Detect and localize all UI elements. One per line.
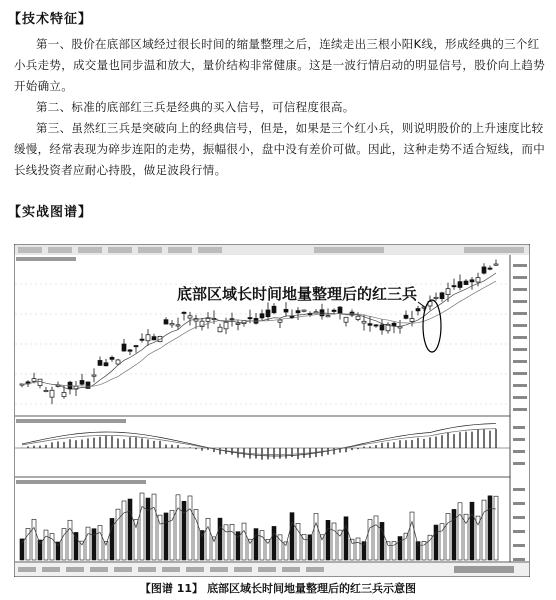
- status-field: [282, 567, 300, 572]
- candle-body: [110, 357, 114, 359]
- candle-body: [140, 339, 144, 340]
- status-field: [454, 566, 514, 573]
- candle-body: [218, 327, 222, 332]
- volume-bar: [272, 526, 276, 560]
- volume-bar: [188, 496, 192, 560]
- candle-body: [32, 379, 36, 382]
- status-field: [234, 567, 252, 572]
- candle-body: [80, 380, 84, 384]
- axis-tick-label: [513, 544, 525, 547]
- status-field: [306, 567, 324, 572]
- axis-tick-label: [513, 348, 527, 351]
- section-title-chart: 【实战图谱】: [8, 205, 93, 220]
- volume-bar: [266, 539, 270, 560]
- candle-body: [236, 323, 240, 324]
- volume-bar: [152, 494, 156, 560]
- axis-tick-label: [513, 396, 527, 399]
- volume-bar: [20, 539, 24, 560]
- status-field: [210, 567, 228, 572]
- candle-body: [248, 318, 252, 319]
- volume-bar: [248, 539, 252, 560]
- axis-tick-label: [513, 312, 527, 315]
- volume-bar: [368, 520, 372, 560]
- candle-body: [434, 297, 438, 298]
- volume-header: [16, 480, 146, 484]
- axis-tick-label: [513, 488, 525, 491]
- axis-tick-label: [513, 426, 525, 429]
- axis-tick-label: [513, 462, 525, 465]
- volume-bar: [164, 513, 168, 560]
- candle-body: [290, 316, 294, 317]
- volume-bar: [158, 515, 162, 560]
- paragraph-3: 第三、虽然红三兵是突破向上的经典信号，但是，如果是三个红小兵，则说明股价的上升速度比较缓慢，经常表现为碎步连阳的走势，振幅很小，盘中没有差价可做。因此，这种走势不适合短线，而中长线投资者应耐心持股，做足波段行情。: [14, 121, 545, 177]
- volume-bar: [320, 535, 324, 560]
- candle-body: [362, 321, 366, 323]
- toolbar-button: [108, 247, 132, 253]
- volume-bar: [128, 499, 132, 560]
- candle-body: [128, 350, 132, 351]
- volume-bar: [446, 513, 450, 560]
- candle-body: [302, 310, 306, 311]
- candle-body: [440, 293, 444, 299]
- volume-bar: [74, 532, 78, 560]
- macd-header: [16, 419, 126, 423]
- candle-body: [278, 320, 282, 322]
- volume-bar: [332, 523, 336, 560]
- paragraph-1: 第一、股价在底部区域经过很长时间的缩量整理之后，连续走出三根小阳K线，形成经典的三个红小兵走势，成交量也同步温和放大，量价结构非常健康。这是一波行情启动的明显信号，股价向上趋势开始确立。: [14, 37, 545, 93]
- candle-body: [482, 267, 486, 273]
- axis-tick-label: [513, 384, 527, 387]
- status-field: [138, 567, 156, 572]
- volume-bar: [206, 518, 210, 560]
- volume-bar: [452, 509, 456, 560]
- axis-tick-label: [513, 372, 527, 375]
- toolbar-button: [138, 247, 162, 253]
- candle-body: [266, 310, 270, 317]
- volume-bar: [224, 525, 228, 560]
- volume-bar: [50, 533, 54, 560]
- candle-body: [296, 311, 300, 313]
- candle-body: [176, 325, 180, 326]
- candle-body: [146, 335, 150, 341]
- toolbar-button: [78, 247, 102, 253]
- status-field: [18, 567, 36, 572]
- candle-body: [122, 344, 126, 351]
- volume-bar: [398, 537, 402, 560]
- axis-tick-label: [513, 288, 527, 291]
- candle-body: [392, 323, 396, 326]
- candle-body: [170, 324, 174, 325]
- volume-bar: [98, 526, 102, 560]
- candle-body: [272, 306, 276, 313]
- candle-body: [116, 360, 120, 364]
- status-field: [186, 567, 204, 572]
- candle-body: [98, 360, 102, 365]
- candle-body: [62, 392, 66, 396]
- volume-bar: [302, 535, 306, 560]
- status-field: [162, 567, 180, 572]
- status-field: [258, 567, 276, 572]
- volume-bar: [242, 523, 246, 560]
- volume-bar: [434, 525, 438, 560]
- volume-bar: [212, 537, 216, 560]
- chart-annotation: 底部区域长时间地量整理后的红三兵: [177, 285, 418, 303]
- candle-body: [446, 289, 450, 295]
- axis-tick-label: [513, 324, 527, 327]
- volume-bar: [254, 529, 258, 560]
- volume-bar: [122, 501, 126, 560]
- volume-bar: [32, 519, 36, 560]
- candle-body: [458, 282, 462, 288]
- toolbar-button: [18, 247, 42, 253]
- volume-bar: [356, 538, 360, 560]
- candle-body: [206, 318, 210, 321]
- status-field: [66, 567, 84, 572]
- candle-body: [374, 325, 378, 326]
- candle-body: [224, 322, 228, 329]
- candle-body: [92, 375, 96, 376]
- volume-bar: [80, 541, 84, 560]
- candle-body: [416, 309, 420, 311]
- volume-bar: [470, 502, 474, 560]
- volume-bar: [176, 495, 180, 560]
- figure-number: 【图谱 11】: [139, 582, 204, 595]
- volume-bar: [428, 535, 432, 560]
- volume-bar: [326, 520, 330, 560]
- toolbar-button: [48, 247, 72, 253]
- candle-body: [410, 319, 414, 322]
- candle-body: [326, 316, 330, 317]
- volume-bar: [458, 503, 462, 560]
- volume-bar: [380, 522, 384, 560]
- volume-bar: [218, 518, 222, 560]
- axis-tick-label: [513, 408, 527, 411]
- volume-bar: [404, 533, 408, 560]
- volume-bar: [68, 520, 72, 560]
- candle-body: [332, 310, 336, 311]
- stock-chart: [14, 244, 530, 577]
- volume-bar: [314, 514, 318, 560]
- candle-body: [380, 325, 384, 330]
- volume-bar: [374, 516, 378, 560]
- volume-bar: [200, 530, 204, 560]
- candle-body: [488, 268, 492, 269]
- candle-body: [494, 264, 498, 265]
- axis-tick-label: [513, 336, 527, 339]
- candle-body: [404, 315, 408, 318]
- volume-bar: [290, 513, 294, 560]
- volume-bar: [140, 493, 144, 560]
- candle-body: [368, 324, 372, 326]
- volume-bar: [344, 517, 348, 560]
- volume-bar: [230, 524, 234, 560]
- candle-body: [104, 363, 108, 366]
- candle-body: [182, 312, 186, 313]
- candle-body: [464, 281, 468, 285]
- volume-bar: [410, 512, 414, 560]
- volume-bar: [146, 498, 150, 560]
- axis-tick-label: [513, 558, 525, 561]
- candle-body: [344, 317, 348, 322]
- volume-bar: [308, 535, 312, 560]
- section-title-tech: 【技术特征】: [8, 12, 93, 27]
- volume-bar: [488, 496, 492, 560]
- candle-body: [188, 316, 192, 318]
- paragraph-2: 第二、标准的底部红三兵是经典的买入信号，可信程度很高。: [36, 100, 355, 114]
- figure-caption-text: 底部区域长时间地量整理后的红三兵示意图: [207, 582, 417, 595]
- status-field: [42, 567, 60, 572]
- axis-tick-label: [513, 360, 527, 363]
- axis-tick-label: [513, 516, 525, 519]
- candle-body: [452, 286, 456, 287]
- candle-body: [158, 336, 162, 341]
- toolbar-title: [314, 247, 384, 253]
- figure-caption: [0, 580, 556, 596]
- candle-body: [50, 390, 54, 397]
- candle-body: [152, 337, 156, 340]
- axis-tick-label: [513, 276, 527, 279]
- candle-body: [134, 346, 138, 347]
- volume-bar: [116, 509, 120, 560]
- volume-bar: [44, 530, 48, 560]
- volume-bar: [56, 542, 60, 560]
- volume-bar: [86, 527, 90, 560]
- toolbar-button: [198, 247, 222, 253]
- toolbar-button: [168, 247, 192, 253]
- candle-body: [164, 320, 168, 324]
- kline-header: [16, 257, 76, 261]
- candle-body: [476, 278, 480, 282]
- axis-tick-label: [513, 450, 525, 453]
- candle-body: [260, 314, 264, 318]
- axis-tick-label: [513, 438, 525, 441]
- status-field: [90, 567, 108, 572]
- axis-tick-label: [513, 502, 525, 505]
- candle-body: [356, 316, 360, 319]
- volume-bar: [92, 529, 96, 560]
- candle-body: [38, 379, 42, 385]
- volume-bar: [482, 500, 486, 560]
- candle-body: [470, 280, 474, 282]
- volume-bar: [494, 496, 498, 560]
- axis-tick-label: [513, 530, 525, 533]
- toolbar-button: [464, 247, 524, 253]
- candle-body: [44, 390, 48, 391]
- axis-tick-label: [513, 300, 527, 303]
- volume-bar: [134, 519, 138, 560]
- candle-body: [338, 307, 342, 314]
- axis-tick-label: [513, 264, 527, 267]
- status-field: [114, 567, 132, 572]
- volume-bar: [182, 501, 186, 560]
- candle-body: [284, 309, 288, 312]
- volume-bar: [260, 531, 264, 560]
